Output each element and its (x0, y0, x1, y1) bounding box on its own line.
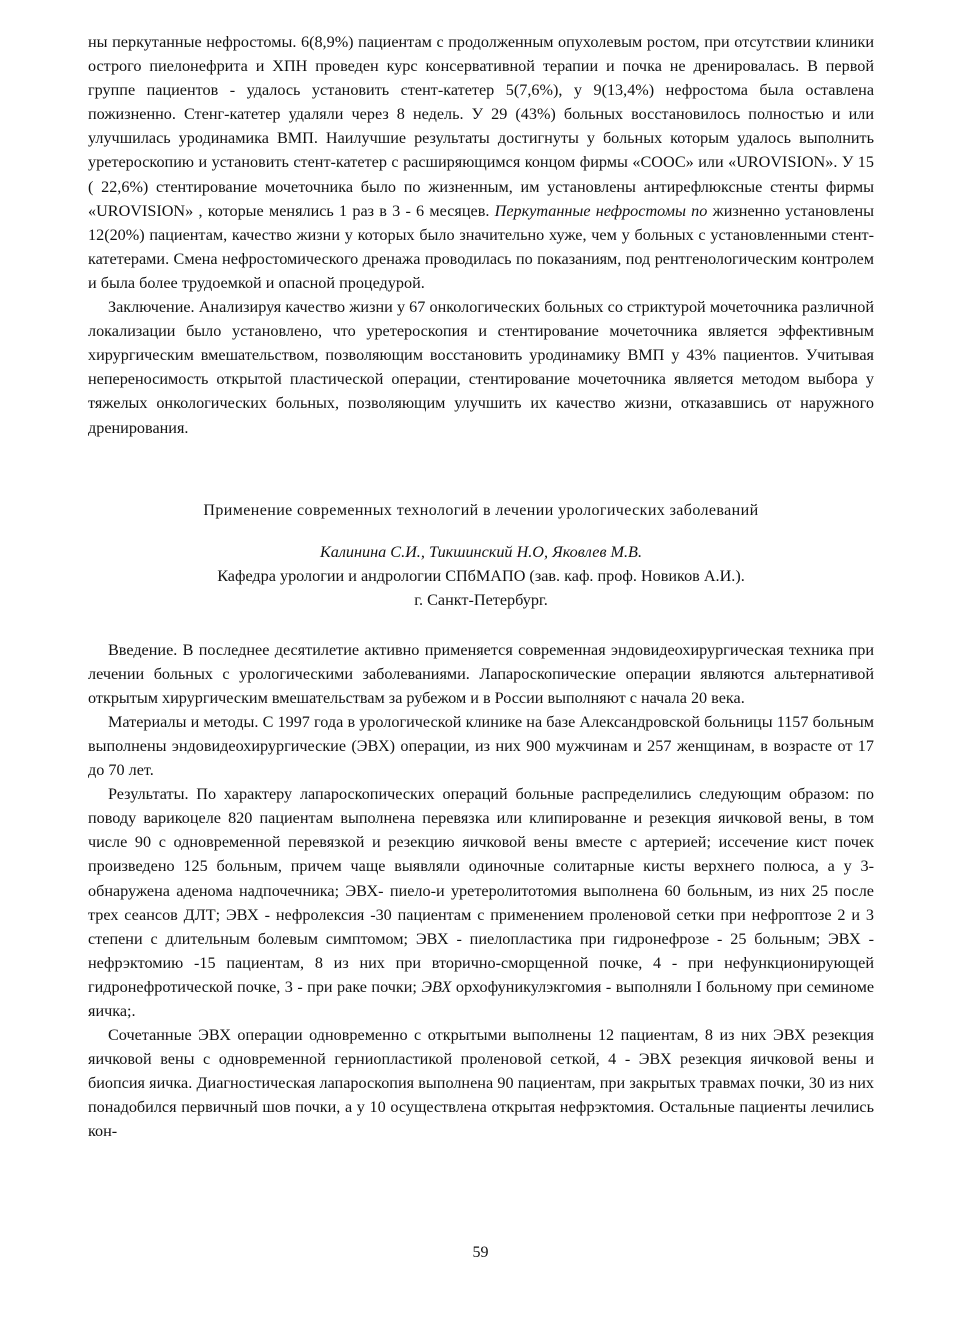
paragraph-introduction: Введение. В последнее десятилетие активно применяется современная эндовидеохирургическая техника при лечении больных с урологическими заболеваниями. Лапароскопические операции являются альтернативой открытым хирургическим вмешательствам за рубежом и в России выполняют с начала 20 века. (88, 640, 874, 707)
continuation-text-1: ны перкутанные нефростомы. 6(8,9%) пациентам с продолженным опухолевым ростом, при отсутствии клиники острого пиелонефрита и ХПН проведен курс консервативной терапии и почка не дренировалась. В первой группе пациентов - удалось установить стент-катетер 5(7,6%), у 9(13,4%) нефростома была оставлена пожизненно. Стенг-катетер удаляли через 8 недель. У 29 (43%) больных восстановилось полностью и или улучшилась уродинамика ВМП. Наилучшие результаты достигнуты у больных которым удалось выполнить уретероскопию и установить стент-катетер с расширяющимся концом фирмы «СООС» или «UROVISION». У 15 ( 22,6%) стентирование мочеточника было по жизненным, им установлены антирефлюксные стенты фирмы «UROVISION» , которые менялись 1 раз в 3 - 6 месяцев. (88, 33, 874, 220)
results-text-1: Результаты. По характеру лапароскопических операций больные распределились следующим образом: по поводу варикоцеле 820 пациентам выполнена перевязка или клипированне и резекция яичковой вены, в том числе 90 с одновременной перевязкой и резекцию яичковой вены вместе с артерией; иссечение кист почек произведено 125 больным, причем чаще выявляли одиночные солитарные кисты верхнего полюса, а у 3- обнаружена аденома надпочечника; ЭВХ- пиело-и уретеролитотомия выполнена 60 больным, из них 25 после трех сеансов ДЛТ; ЭВХ - нефролексия -30 пациентам с применением проленовой сетки при нефроптозе 2 и 3 степени с длительным болевым симптомом; ЭВХ - пиелопластика при гидронефрозе - 25 больным; ЭВХ - нефрэктомию -15 пациентам, 8 из них при вторично-сморщенной почке, 4 - при нефункционирующей гидронефротической почке, 3 - при раке почки; (88, 785, 874, 996)
paragraph-results (88, 782, 874, 1023)
results-text-2: орхофуникулэкгомия - выполняли I больному при семиноме яичка;. (88, 977, 875, 1020)
page-content (88, 30, 874, 1144)
paragraph-conclusion: Заключение. Анализируя качество жизни у 67 онкологических больных со стриктурой мочеточника различной локализации было установлено, что уретероскопия и стентирование мочеточника является эффективным хирургическим вмешательством, позволяющим восстановить уродинамику ВМП у 43% пациентов. Учитывая непереносимость открытой пластической операции, стентирование мочеточника является методом выбора у тяжелых онкологических больных, позволяющим улучшить их качество жизни, отказавшись от наружного дренирования. (88, 298, 874, 437)
article-affiliation: Кафедра урологии и андрологии СПбМАПО (зав. каф. проф. Новиков А.И.). (217, 566, 745, 585)
page-number: 59 (472, 1244, 489, 1261)
paragraph-combined-operations: Сочетанные ЭВХ операции одновременно с открытыми выполнены 12 пациентам, 8 из них ЭВХ резекция яичковой вены с одновременной герниопластикой проленовой сеткой, 4 - ЭВХ резекция яичковой вены и биопсия яичка. Диагностическая лапароскопия выполнена 90 пациентам, при закрытых травмах почки, 30 из них понадобился первичный шов почки, а у 10 осуществлена открытая нефрэктомия. Остальные пациенты лечились кон- (88, 1026, 874, 1141)
article-city: г. Санкт-Петербург. (414, 590, 548, 609)
continuation-italic: Перкутанные нефростомы по (494, 201, 708, 220)
article-title: Применение современных технологий в лечении урологических заболеваний (203, 501, 759, 519)
results-italic: ЭВХ (421, 977, 452, 996)
article-authors: Калинина С.И., Тикшинский Н.О, Яковлев М.В. (319, 542, 642, 561)
paragraph-methods: Материалы и методы. С 1997 года в урологической клинике на базе Александровской больницы 1157 больным выполнены эндовидеохирургические (ЭВХ) операции, из них 900 мужчинам и 257 женщинам, в возрасте от 17 до 70 лет. (88, 712, 874, 780)
continuation-text-2: жизненно установлены 12(20%) пациентам, качество жизни у которых было значительно хуже, чем у больных с установленными стент-катетерами. Смена нефростомического дренажа проводилась по показаниям, под рентгенологическим контролем и была более трудоемкой и опасной процедурой. (88, 201, 875, 292)
paragraph-continuation (88, 30, 874, 295)
